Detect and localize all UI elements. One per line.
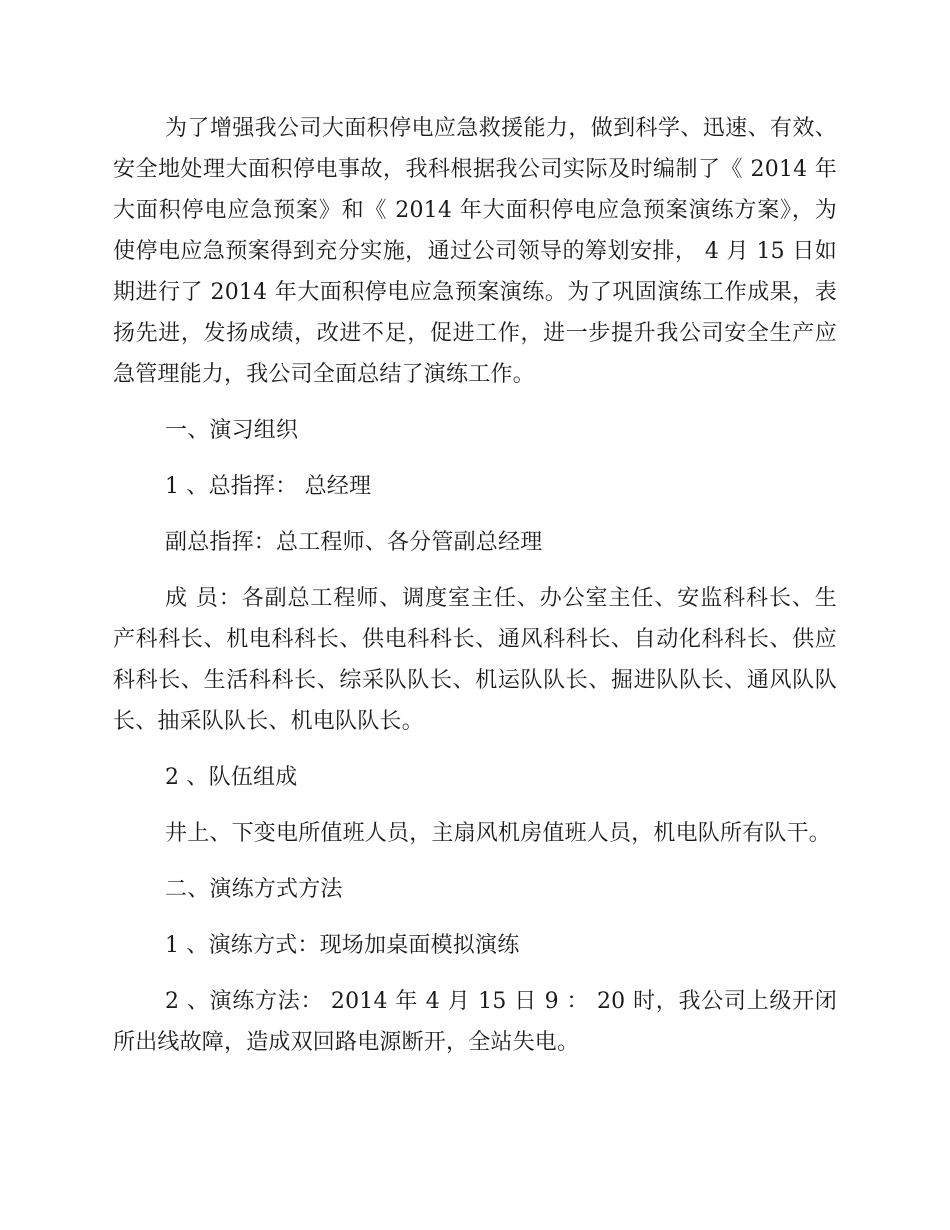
drill-method-paragraph: 2 、演练方法： 2014 年 4 月 15 日 9 ： 20 时，我公司上级开闭所出线故障，造成双回路电源断开，全站失电。 — [113, 989, 837, 1055]
document-body — [113, 108, 837, 1063]
drill-mode-line: 1 、演练方式：现场加桌面模拟演练 — [165, 933, 520, 958]
section-heading-methods: 二、演练方式方法 — [165, 877, 343, 902]
members-paragraph: 成 员：各副总工程师、调度室主任、办公室主任、安监科科长、生产科科长、机电科科长、供电科科长、通风科科长、自动化科科长、供应科科长、生活科科长、综采队队长、机运队队长、掘进队队长、通风队队长、抽采队队长、机电队队长。 — [113, 586, 837, 734]
section-heading-organization: 一、演习组织 — [165, 418, 299, 443]
team-composition-heading: 2 、队伍组成 — [165, 765, 298, 790]
team-composition-paragraph: 井上、下变电所值班人员，主扇风机房值班人员，机电队所有队干。 — [165, 821, 832, 846]
intro-paragraph: 为了增强我公司大面积停电应急救援能力，做到科学、迅速、有效、安全地处理大面积停电事故，我科根据我公司实际及时编制了《 2014 年大面积停电应急预案》和《 2014 年大面积停电应急预案演练方案》，为使停电应急预案得到充分实施，通过公司领导的筹划安排， 4 月 15 日如期进行了 2014 年大面积停电应急预案演练。为了巩固演练工作成果，表扬先进，发扬成绩，改进不足，促进工作，进一步提升我公司安全生产应急管理能力，我公司全面总结了演练工作。 — [113, 116, 837, 387]
deputy-commander-line: 副总指挥：总工程师、各分管副总经理 — [165, 530, 543, 555]
commander-line: 1 、总指挥： 总经理 — [165, 474, 372, 499]
